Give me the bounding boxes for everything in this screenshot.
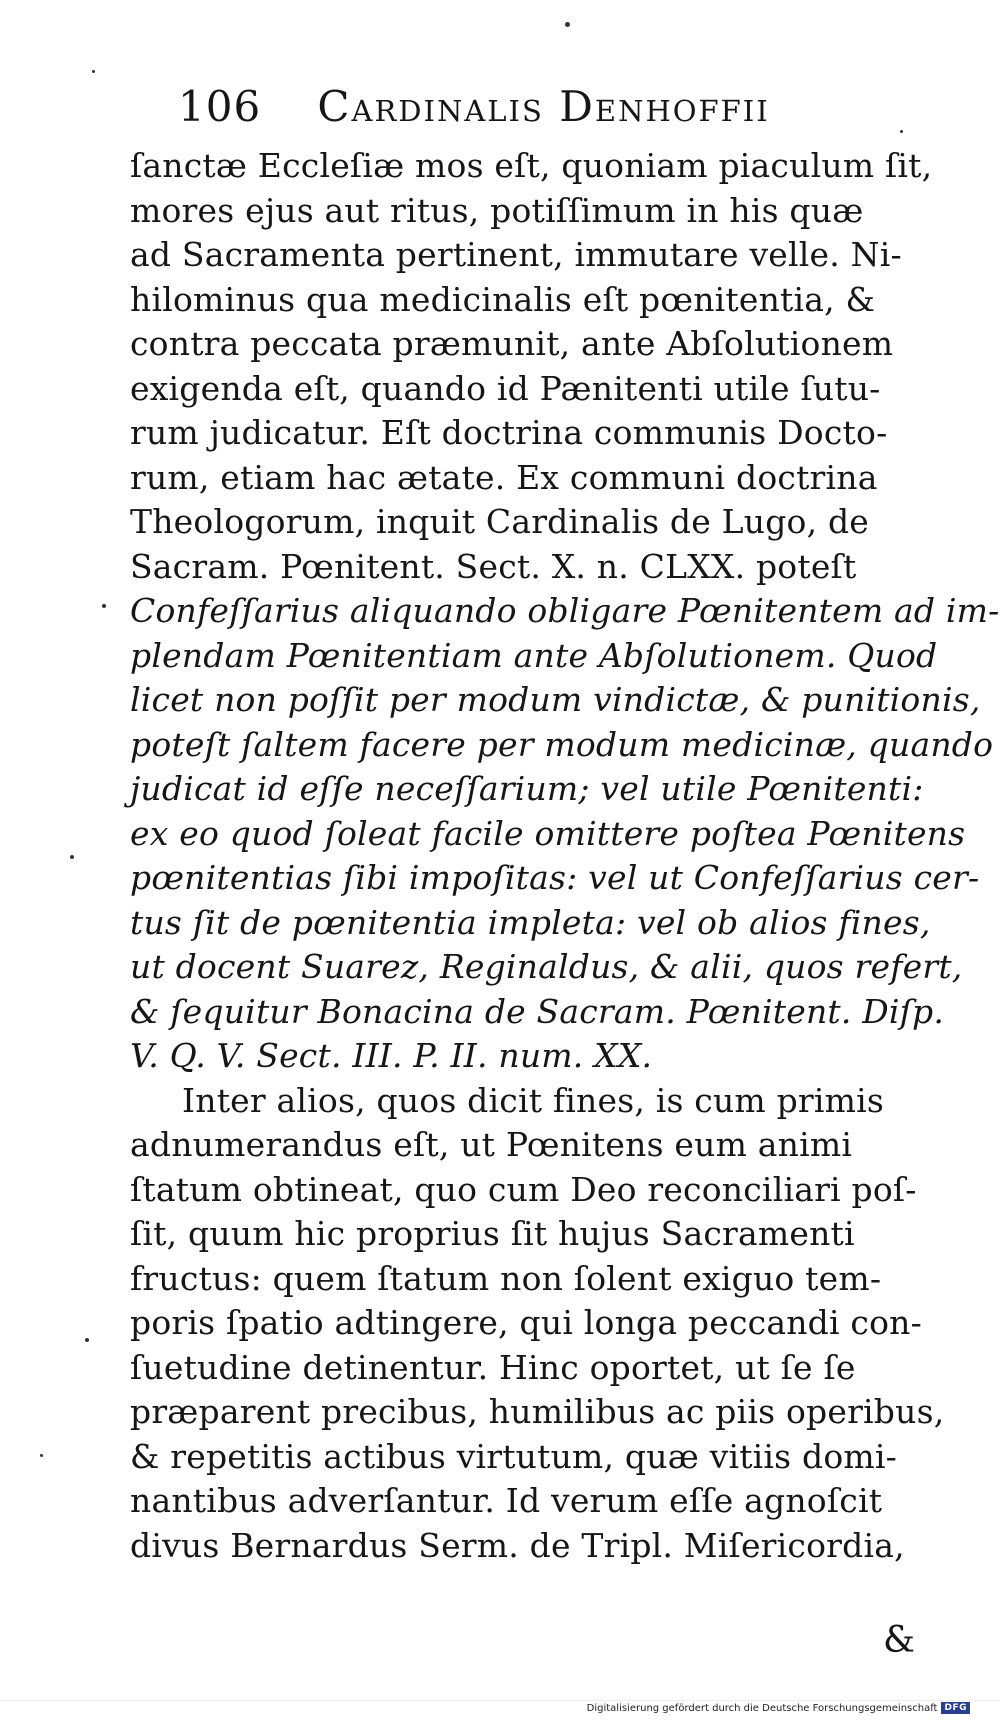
text-line: tus ſit de pœnitentia impleta: vel ob alios fines,: [130, 902, 931, 942]
ink-speck: [40, 1454, 43, 1457]
text-line: ad Sacramenta pertinent, immutare velle. Ni-: [130, 235, 902, 274]
text-line: fructus: quem ſtatum non ſolent exiguo tem-: [130, 1258, 882, 1298]
text-line: judicat id eſſe neceſſarium; vel utile Pœnitenti:: [130, 769, 924, 808]
page-number: 106: [178, 82, 262, 131]
text-line: divus Bernardus Serm. de Tripl. Miſericordia,: [130, 1525, 905, 1565]
running-header: [178, 82, 938, 142]
body-text: [130, 144, 1000, 1568]
ink-speck: [565, 22, 570, 27]
text-line: ſtatum obtineat, quo cum Deo reconciliari poſ-: [130, 1169, 917, 1209]
text-line: plendam Pœnitentiam ante Abſolutionem. Quod: [130, 635, 938, 675]
ink-speck: [70, 855, 74, 859]
text-line: licet non poſſit per modum vindictæ, & punitionis,: [130, 680, 981, 719]
text-line: rum judicatur. Eſt doctrina communis Docto-: [130, 413, 888, 452]
text-line: mores ejus aut ritus, potiſſimum in his quæ: [130, 190, 864, 230]
text-line: V. Q. V. Sect. III. P. II. num. XX.: [130, 1036, 653, 1075]
ink-speck: [102, 604, 106, 608]
text-line: contra peccata præmunit, ante Abſolutionem: [130, 324, 894, 363]
text-line: nantibus adverſantur. Id verum eſſe agnoſcit: [130, 1481, 883, 1520]
ink-speck: [92, 70, 95, 73]
text-line: ſit, quum hic proprius ſit hujus Sacramenti: [130, 1214, 855, 1253]
text-line: ut docent Suarez, Reginaldus, & alii, quos refert,: [130, 947, 963, 986]
text-line: poteſt ſaltem facere per modum medicinæ, quando: [130, 724, 994, 764]
text-line: poris ſpatio adtingere, qui longa peccandi con-: [130, 1303, 922, 1342]
text-line: præparent precibus, humilibus ac piis operibus,: [130, 1392, 945, 1431]
text-line: ſanctæ Eccleſiæ mos eſt, quoniam piaculum ſit,: [130, 146, 933, 185]
text-line: rum, etiam hac ætate. Ex communi doctrina: [130, 457, 878, 497]
text-line: ſuetudine detinentur. Hinc oportet, ut ſe ſe: [130, 1347, 856, 1387]
text-line: ex eo quod ſoleat facile omittere poſtea Pœnitens: [130, 813, 966, 853]
text-line: Sacram. Pœnitent. Sect. X. n. CLXX. poteſt: [130, 546, 857, 586]
text-line: Confeſſarius aliquando obligare Pœnitentem ad im-: [130, 591, 1000, 630]
text-line: adnumerandus eſt, ut Pœnitens eum animi: [130, 1125, 853, 1164]
text-line: & repetitis actibus virtutum, quæ vitiis domi-: [130, 1436, 897, 1476]
text-line: pœnitentias ſibi impoſitas: vel ut Confeſſarius cer-: [130, 858, 980, 897]
ink-speck: [85, 1338, 89, 1342]
catchword: &: [883, 1620, 916, 1661]
text-line: Theologorum, inquit Cardinalis de Lugo, de: [130, 502, 870, 541]
running-title: Cardinalis Denhoffii: [317, 82, 770, 131]
text-line: & ſequitur Bonacina de Sacram. Pœnitent. Diſp.: [130, 991, 945, 1031]
ink-speck: [900, 130, 903, 133]
digitization-footer: [587, 1700, 970, 1716]
text-line: Inter alios, quos dicit fines, is cum primis: [182, 1080, 885, 1120]
dfg-logo: DFG: [941, 1702, 970, 1714]
text-line: exigenda eſt, quando id Pænitenti utile ſutu-: [130, 368, 881, 408]
text-line: hilominus qua medicinalis eſt pœnitentia, &: [130, 279, 876, 319]
footer-credit: Digitalisierung gefördert durch die Deutsche Forschungsgemeinschaft: [586, 1702, 938, 1714]
